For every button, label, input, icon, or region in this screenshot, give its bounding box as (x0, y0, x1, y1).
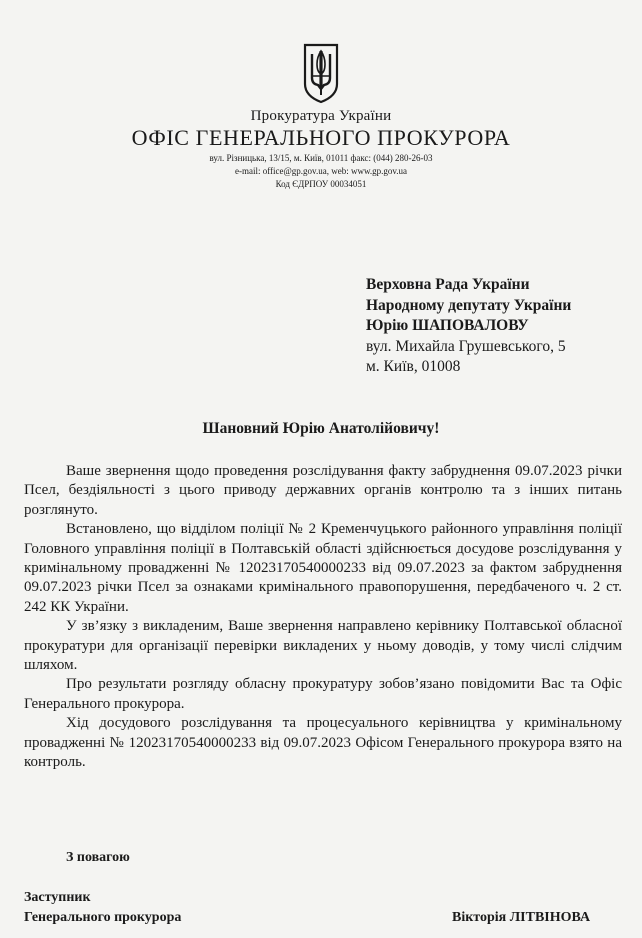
addressee-organization: Верховна Рада України (366, 276, 530, 293)
addressee-name: Юрію ШАПОВАЛОВУ (366, 317, 529, 334)
letter-body (24, 462, 622, 773)
closing-regards: З повагою (66, 850, 130, 865)
body-paragraph-1: Ваше звернення щодо проведення розслідування факту забруднення 09.07.2023 річки Псел, бездіяльності з цього приводу державних органів контролю та з інших питань розглянуто. (24, 463, 622, 518)
body-paragraph-5: Хід досудового розслідування та процесуального керівництва у кримінальному провадженні № 12023170540000233 від 09.07.2023 Офісом Генерального прокурора взято на контроль. (24, 715, 622, 771)
signer-position-line2: Генерального прокурора (24, 910, 182, 925)
org-title: ОФІС ГЕНЕРАЛЬНОГО ПРОКУРОРА (131, 125, 511, 150)
org-subtitle: Прокуратура України (250, 108, 392, 124)
signer-name: Вікторія ЛІТВІНОВА (452, 910, 591, 925)
contact-edrpou: Код ЄДРПОУ 00034051 (275, 179, 367, 189)
body-paragraph-4: Про результати розгляду обласну прокуратуру зобов’язано повідомити Вас та Офіс Генерального прокурора. (24, 676, 622, 712)
signer-position-line1: Заступник (24, 890, 91, 905)
addressee-city: м. Київ, 01008 (366, 358, 461, 375)
body-paragraph-3: У зв’язку з викладеним, Ваше звернення направлено керівнику Полтавської обласної прокуратури для організації перевірки викладених у ньому доводів, у тому числі слідчим шляхом. (24, 618, 622, 674)
salutation: Шановний Юрію Анатолійовичу! (202, 420, 440, 437)
addressee-street: вул. Михайла Грушевського, 5 (366, 337, 566, 355)
body-paragraph-2: Встановлено, що відділом поліції № 2 Кременчуцького районного управління поліції Головного управління поліції в Полтавській області здійснюється досудове розслідування у кримінальному провадженні № 12023170540000233 від 09.07.2023 за фактом забруднення 09.07.2023 річки Псел за ознаками кримінального правопорушення, передбаченого ч. 2 ст. 242 КК України. (24, 521, 622, 615)
addressee-block (366, 275, 571, 378)
addressee-title: Народному депутату України (366, 296, 572, 314)
contact-address: вул. Різницька, 13/15, м. Київ, 01011 факс: (044) 280-26-03 (209, 153, 433, 163)
trident-emblem-icon (302, 42, 340, 104)
contact-email-web: e-mail: office@gp.gov.ua, web: www.gp.gov.ua (234, 166, 408, 176)
